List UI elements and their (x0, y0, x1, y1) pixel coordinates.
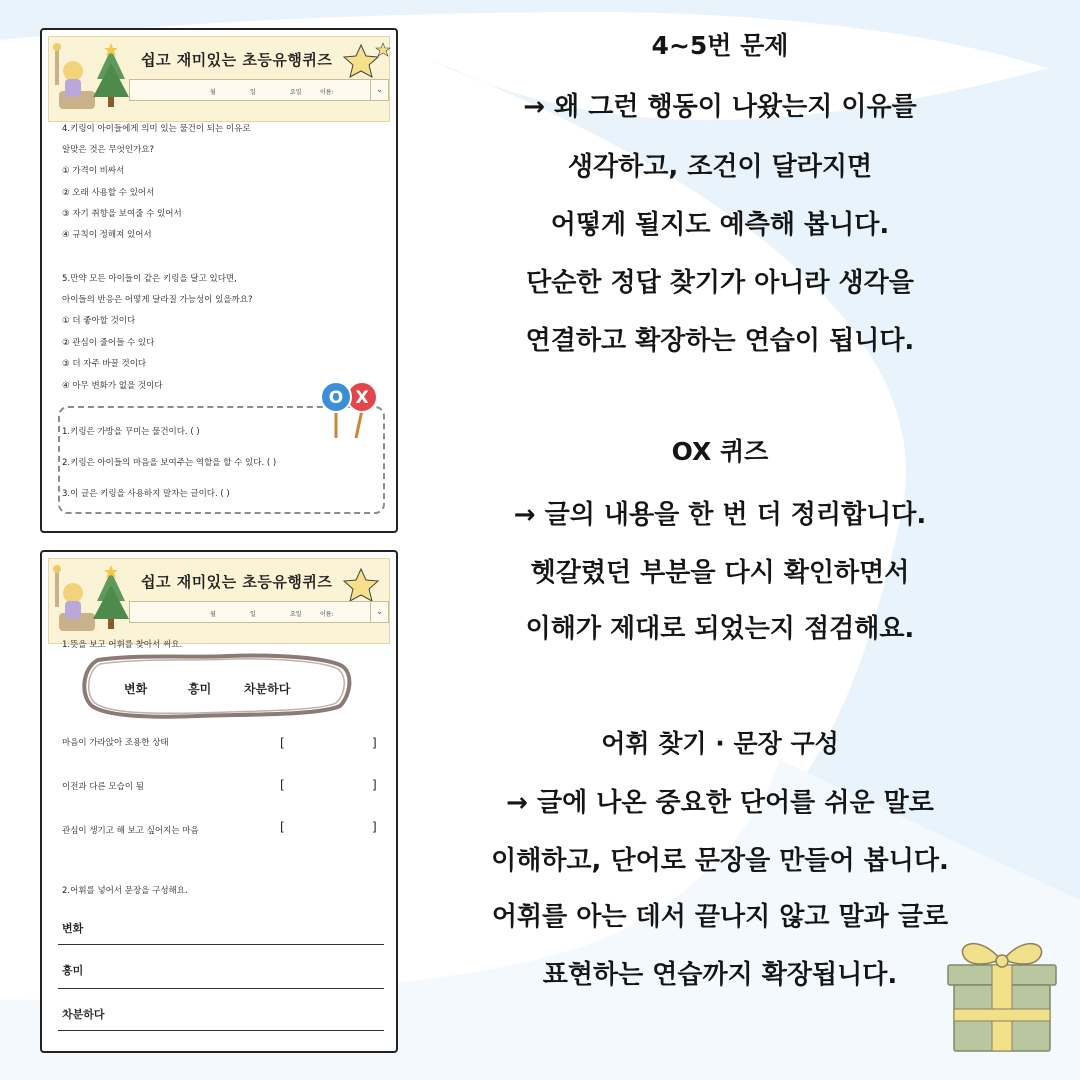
question-5-option-1: ① 더 좋아할 것이다 (62, 316, 136, 326)
answer-bracket-open: [ (280, 820, 285, 834)
section-2-line-1: → 글의 내용을 한 번 더 정리합니다. (513, 500, 927, 530)
question-5-option-4: ④ 아무 변화가 없을 것이다 (62, 381, 163, 391)
name-date-row (129, 601, 389, 623)
section-1-line-2: 생각하고, 조건이 달라지면 (567, 152, 873, 182)
sentence-word-3: 차분하다 (62, 1008, 105, 1021)
name-label: 이름: (320, 89, 334, 96)
meaning-3: 관심이 생기고 해 보고 싶어지는 마음 (62, 826, 199, 836)
chevron-down-icon: ⌄ (370, 602, 388, 622)
worksheet-1 (40, 28, 398, 533)
sentence-instruction: 2.어휘를 넣어서 문장을 구성해요. (62, 886, 188, 896)
word-bank-item: 변화 (124, 682, 148, 696)
question-4-option-4: ④ 규칙이 정해져 있어서 (62, 230, 152, 240)
chevron-down-icon: ⌄ (370, 80, 388, 100)
section-3-title: 어휘 찾기 · 문장 구성 (601, 729, 839, 758)
writing-line (58, 944, 384, 945)
answer-bracket-close: ] (372, 736, 377, 750)
answer-bracket-open: [ (280, 736, 285, 750)
word-bank-cloud (78, 652, 354, 720)
vocab-instruction: 1.뜻을 보고 어휘를 찾아서 써요. (62, 640, 183, 650)
month-label: 월 (210, 89, 216, 96)
name-label: 이름: (320, 611, 334, 618)
weekday-label: 요일 (290, 611, 302, 618)
word-bank-item: 흥미 (188, 682, 212, 696)
worksheet-2 (40, 550, 398, 1053)
answer-bracket-close: ] (372, 778, 377, 792)
answer-bracket-close: ] (372, 820, 377, 834)
ox-x-label: X (355, 388, 369, 408)
ox-o-label: O (328, 388, 344, 408)
writing-line (58, 988, 384, 989)
weekday-label: 요일 (290, 89, 302, 96)
name-date-row (129, 79, 389, 101)
question-4-option-2: ② 오래 사용할 수 있어서 (62, 188, 155, 198)
section-1-title: 4~5번 문제 (651, 31, 789, 60)
section-1-line-5: 연결하고 확장하는 연습이 됩니다. (525, 326, 915, 356)
worksheet-header (48, 36, 390, 122)
question-5-line1: 5.만약 모든 아이들이 같은 키링을 달고 있다면, (62, 274, 237, 284)
ox-lollipop-icon (318, 380, 384, 440)
meaning-1: 마음이 가라앉아 조용한 상태 (62, 738, 169, 748)
section-1-line-4: 단순한 정답 찾기가 아니라 생각을 (526, 268, 914, 298)
month-label: 월 (210, 611, 216, 618)
section-2-line-3: 이해가 제대로 되었는지 점검해요. (525, 614, 915, 644)
girl-tree-illustration (53, 563, 133, 639)
section-1-line-1: → 왜 그런 행동이 나왔는지 이유를 (523, 92, 917, 122)
worksheet-title: 쉽고 재미있는 초등유행퀴즈 (141, 51, 333, 69)
word-bank-item: 차분하다 (244, 682, 291, 696)
girl-tree-illustration (53, 41, 133, 117)
question-5-option-3: ③ 더 자주 바꿀 것이다 (62, 359, 147, 369)
section-3-line-1: → 글에 나온 중요한 단어를 쉬운 말로 (506, 788, 934, 818)
answer-bracket-open: [ (280, 778, 285, 792)
star-icon (341, 41, 393, 81)
question-4-option-1: ① 가격이 비싸서 (62, 166, 125, 176)
question-4-option-3: ③ 자기 취향을 보여줄 수 있어서 (62, 209, 182, 219)
section-2-title: OX 퀴즈 (671, 437, 769, 466)
question-4-line1: 4.키링이 아이들에게 의미 있는 물건이 되는 이유로 (62, 124, 251, 134)
section-3-line-4: 표현하는 연습까지 확장됩니다. (542, 960, 898, 990)
section-3-line-3: 어휘를 아는 데서 끝나지 않고 말과 글로 (491, 902, 949, 932)
meaning-2: 이전과 다른 모습이 됨 (62, 782, 145, 792)
day-label: 일 (250, 611, 256, 618)
question-5-option-2: ② 관심이 줄어들 수 있다 (62, 338, 155, 348)
ox-item-1: 1.키링은 가방을 꾸미는 물건이다. ( ) (62, 427, 200, 437)
day-label: 일 (250, 89, 256, 96)
section-3-line-2: 이해하고, 단어로 문장을 만들어 봅니다. (491, 846, 949, 876)
section-2-line-2: 헷갈렸던 부분을 다시 확인하면서 (530, 558, 910, 588)
ox-item-2: 2.키링은 아이들의 마음을 보여주는 역할을 할 수 있다. ( ) (62, 458, 277, 468)
question-4-line2: 알맞은 것은 무엇인가요? (62, 145, 155, 155)
ox-item-3: 3.이 글은 키링을 사용하지 말자는 글이다. ( ) (62, 489, 230, 499)
section-1-line-3: 어떻게 될지도 예측해 봅니다. (550, 210, 890, 240)
question-5-line2: 아이들의 반응은 어떻게 달라질 가능성이 있을까요? (62, 295, 253, 305)
writing-line (58, 1030, 384, 1031)
sentence-word-1: 변화 (62, 922, 84, 935)
sentence-word-2: 흥미 (62, 964, 84, 977)
gift-box-icon (940, 935, 1064, 1059)
worksheet-title: 쉽고 재미있는 초등유행퀴즈 (141, 573, 333, 591)
worksheet-header (48, 558, 390, 644)
star-icon (341, 565, 393, 605)
